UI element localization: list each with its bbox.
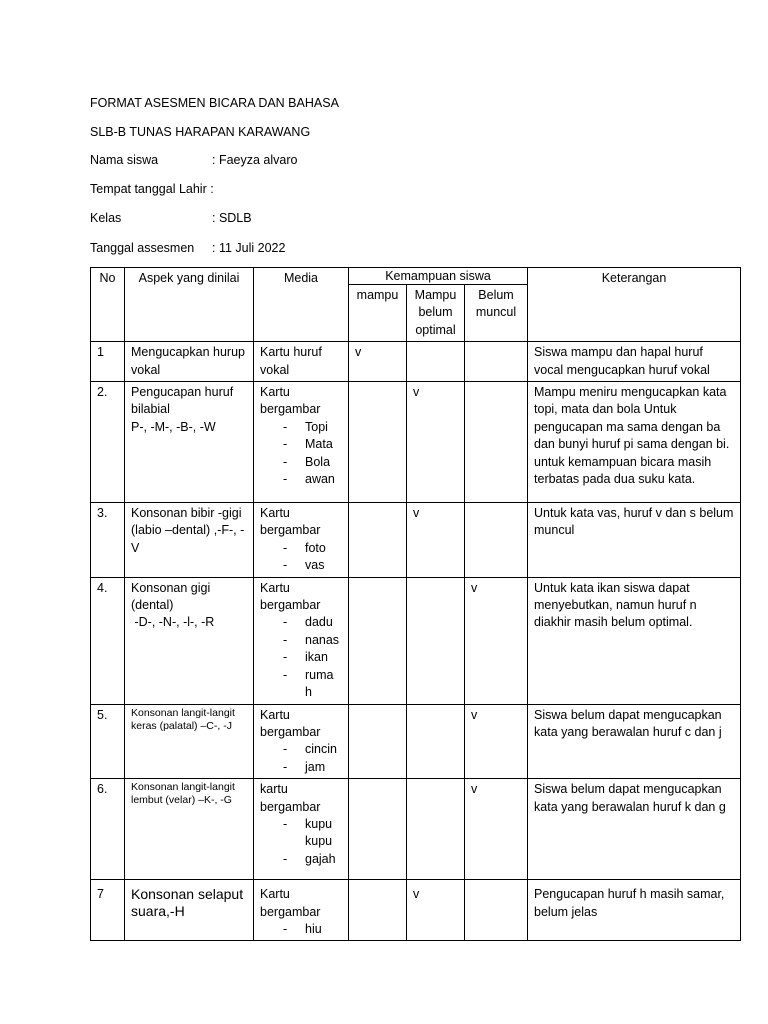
row-aspect xyxy=(125,577,254,704)
row-no: 7 xyxy=(91,880,125,941)
table-row xyxy=(91,577,741,704)
media-item: - hiu xyxy=(260,921,342,938)
row-belum-muncul: v xyxy=(465,779,528,880)
media-list xyxy=(260,816,342,868)
field-label: Tempat tanggal Lahir : xyxy=(90,182,214,196)
media-list xyxy=(260,614,342,701)
media-list xyxy=(260,419,342,489)
col-header-mampu: mampu xyxy=(349,285,407,342)
row-belum-optimal xyxy=(407,342,465,382)
media-text: Kartu bergambar xyxy=(260,506,321,538)
col-header-belum-optimal: Mampu belum optimal xyxy=(407,285,465,342)
col-header-belum-muncul: Belum muncul xyxy=(465,285,528,342)
col-header-no: No xyxy=(91,268,125,342)
table-row xyxy=(91,342,741,382)
aspect-letters: -D-, -N-, -l-, -R xyxy=(131,615,215,630)
row-no: 4. xyxy=(91,577,125,704)
row-aspect: Konsonan bibir -gigi (labio –dental) ,-F-, -V xyxy=(125,503,254,578)
row-media xyxy=(254,503,349,578)
media-item: - nanas xyxy=(260,632,342,649)
media-item: - vas xyxy=(260,557,342,574)
row-notes: Pengucapan huruf h masih samar, belum jelas xyxy=(528,880,741,941)
row-belum-muncul xyxy=(465,503,528,578)
row-notes: Untuk kata vas, huruf v dan s belum muncul xyxy=(528,503,741,578)
media-item: - cincin xyxy=(260,741,342,758)
row-belum-optimal xyxy=(407,704,465,779)
row-mampu xyxy=(349,577,407,704)
media-text: kartu bergambar xyxy=(260,782,321,814)
media-text: Kartu bergambar xyxy=(260,580,321,613)
row-belum-optimal: v xyxy=(407,880,465,941)
table-row xyxy=(91,382,741,503)
assessment-table xyxy=(90,267,741,941)
media-text: Kartu bergambar xyxy=(260,887,321,919)
row-notes: Untuk kata ikan siswa dapat menyebutkan, namun huruf n diakhir masih belum optimal. xyxy=(528,577,741,704)
media-item: - gajah xyxy=(260,851,342,868)
school-name: SLB-B TUNAS HARAPAN KARAWANG xyxy=(90,125,311,139)
row-no: 1 xyxy=(91,342,125,382)
row-notes: Mampu meniru mengucapkan kata topi, mata dan bola Untuk pengucapan ma sama dengan ba dan bunyi huruf pi sama dengan bi. untuk kemampuan bicara masih terbatas pada dua suku kata. xyxy=(528,382,741,503)
col-header-aspect: Aspek yang dinilai xyxy=(125,268,254,342)
row-notes: Siswa mampu dan hapal huruf vocal mengucapkan huruf vokal xyxy=(528,342,741,382)
row-media xyxy=(254,880,349,941)
row-belum-muncul xyxy=(465,382,528,503)
aspect-letters: P-, -M-, -B-, -W xyxy=(131,419,216,434)
field-birth xyxy=(90,181,214,197)
row-mampu xyxy=(349,704,407,779)
aspect-text: Konsonan gigi (dental) xyxy=(131,580,211,613)
row-aspect: Konsonan langit-langit keras (palatal) –C-, -J xyxy=(125,704,254,779)
field-value: : SDLB xyxy=(212,211,252,225)
field-student-name xyxy=(90,152,298,168)
row-aspect: Mengucapkan hurup vokal xyxy=(125,342,254,382)
table-header-row xyxy=(91,268,741,285)
table-row xyxy=(91,503,741,578)
document-title: FORMAT ASESMEN BICARA DAN BAHASA xyxy=(90,96,339,110)
media-list xyxy=(260,741,342,776)
field-value: : Faeyza alvaro xyxy=(212,153,298,167)
row-aspect: Konsonan selaput suara,-H xyxy=(125,880,254,941)
row-media xyxy=(254,704,349,779)
row-notes: Siswa belum dapat mengucapkan kata yang berawalan huruf c dan j xyxy=(528,704,741,779)
field-label: Kelas xyxy=(90,211,122,225)
row-belum-muncul xyxy=(465,342,528,382)
row-mampu xyxy=(349,382,407,503)
media-item: - jam xyxy=(260,759,342,776)
row-media: Kartu huruf vokal xyxy=(254,342,349,382)
row-mampu xyxy=(349,779,407,880)
row-belum-optimal: v xyxy=(407,503,465,578)
media-item: - foto xyxy=(260,540,342,557)
media-item: - Mata xyxy=(260,436,342,453)
row-belum-optimal xyxy=(407,577,465,704)
media-list xyxy=(260,921,342,938)
table-row xyxy=(91,779,741,880)
row-mampu xyxy=(349,503,407,578)
media-item: - kupu kupu xyxy=(260,816,335,851)
row-belum-muncul: v xyxy=(465,577,528,704)
row-media xyxy=(254,779,349,880)
row-mampu xyxy=(349,880,407,941)
row-belum-muncul xyxy=(465,880,528,941)
media-item: - ruma h xyxy=(260,667,335,702)
row-mampu: v xyxy=(349,342,407,382)
media-list xyxy=(260,540,342,575)
media-item: - Bola xyxy=(260,454,342,471)
row-no: 3. xyxy=(91,503,125,578)
field-assessment-date xyxy=(90,240,286,256)
field-label: Nama siswa xyxy=(90,153,159,167)
table-row xyxy=(91,704,741,779)
row-notes: Siswa belum dapat mengucapkan kata yang berawalan huruf k dan g xyxy=(528,779,741,880)
media-item: - dadu xyxy=(260,614,342,631)
col-header-notes: Keterangan xyxy=(528,268,741,342)
field-value: : 11 Juli 2022 xyxy=(212,241,286,255)
row-aspect: Konsonan langit-langit lembut (velar) –K-, -G xyxy=(125,779,254,880)
table-row xyxy=(91,880,741,941)
row-media xyxy=(254,577,349,704)
media-item: - Topi xyxy=(260,419,342,436)
row-no: 2. xyxy=(91,382,125,503)
row-belum-optimal xyxy=(407,779,465,880)
media-item: - ikan xyxy=(260,649,342,666)
media-item: - awan xyxy=(260,471,342,488)
col-header-media: Media xyxy=(254,268,349,342)
row-no: 5. xyxy=(91,704,125,779)
field-label: Tanggal assesmen xyxy=(90,241,195,255)
aspect-text: Pengucapan huruf bilabial xyxy=(131,385,234,417)
media-text: Kartu bergambar xyxy=(260,385,321,417)
row-belum-muncul: v xyxy=(465,704,528,779)
row-media xyxy=(254,382,349,503)
col-header-ability: Kemampuan siswa xyxy=(349,268,528,285)
row-no: 6. xyxy=(91,779,125,880)
field-class xyxy=(90,210,252,226)
row-belum-optimal: v xyxy=(407,382,465,503)
row-aspect xyxy=(125,382,254,503)
media-text: Kartu bergambar xyxy=(260,707,321,739)
